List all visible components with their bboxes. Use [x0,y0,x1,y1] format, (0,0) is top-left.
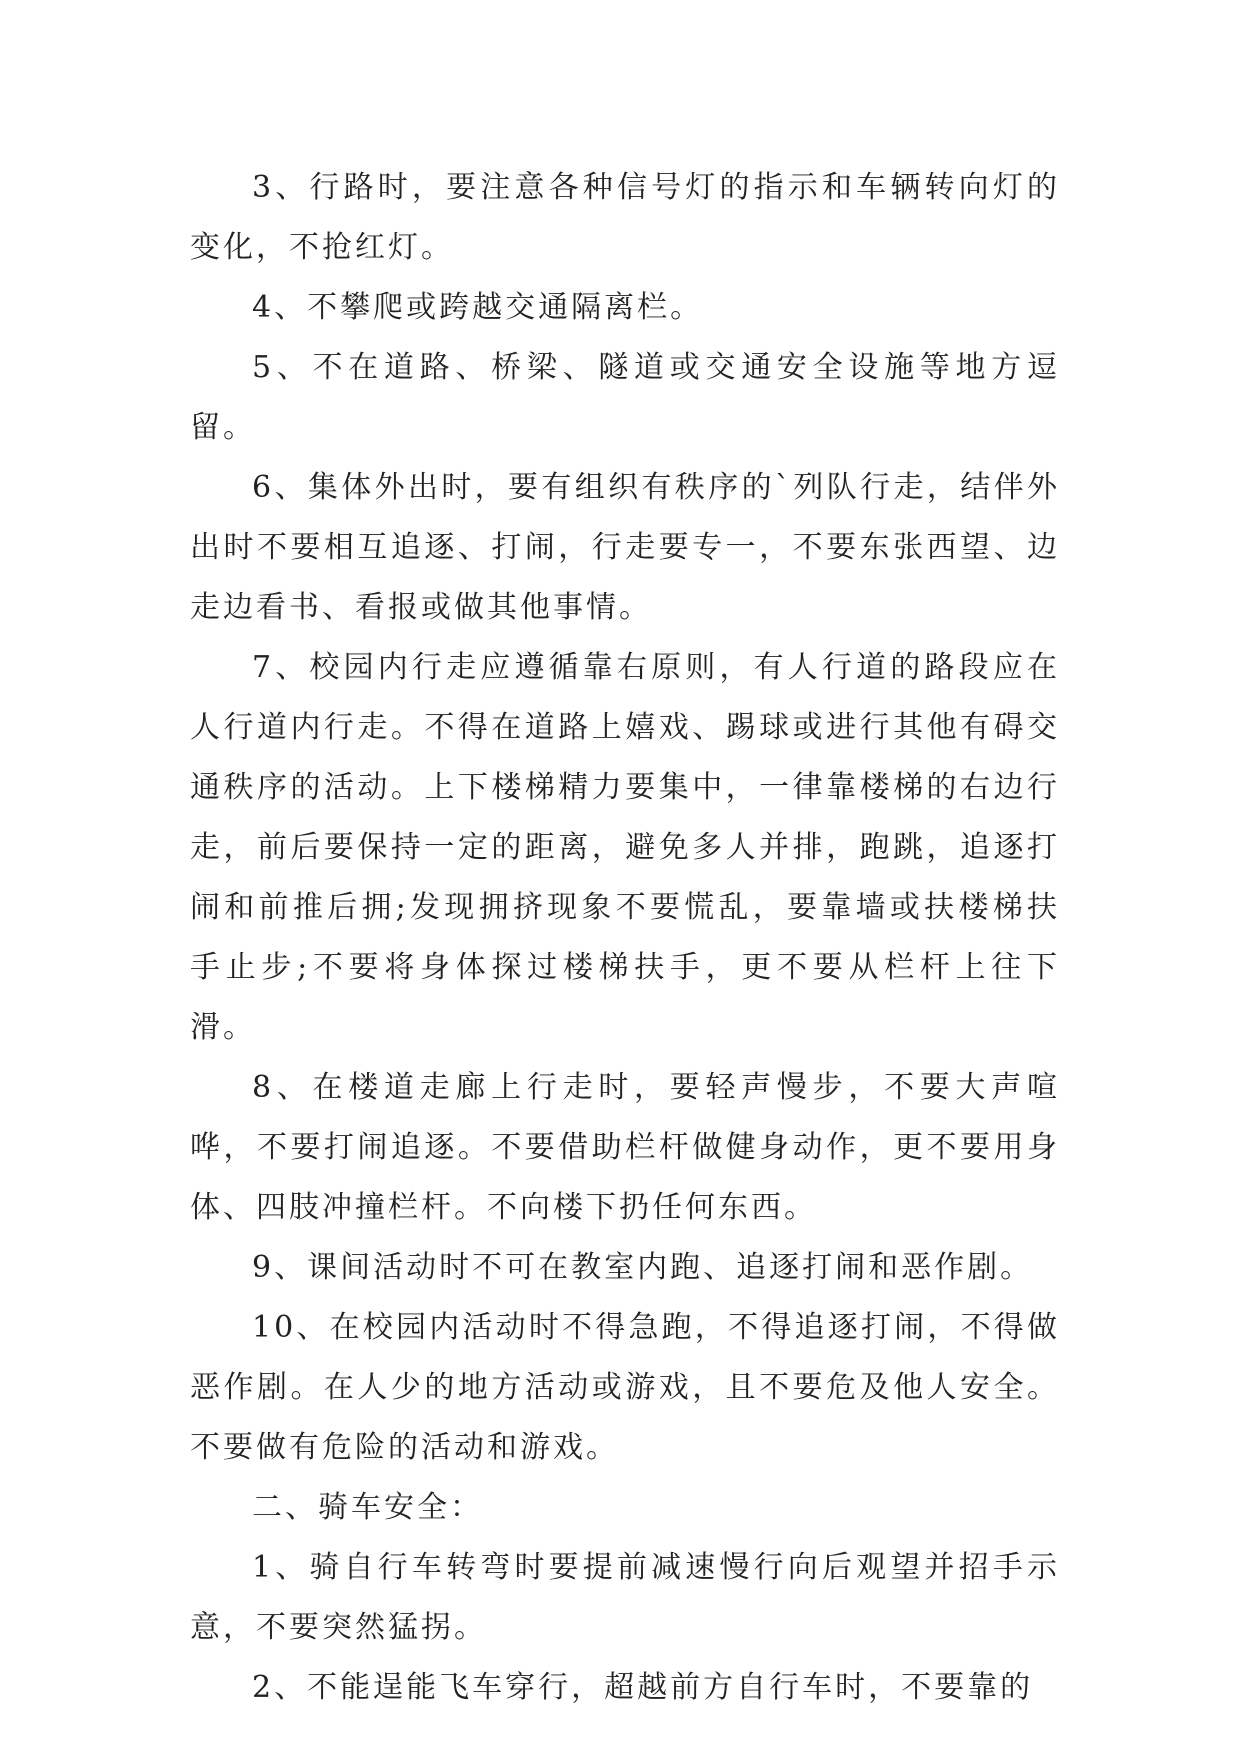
paragraph-rule-6: 6、集体外出时，要有组织有秩序的`列队行走，结伴外出时不要相互追逐、打闹，行走要专一，不要东张西望、边走边看书、看报或做其他事情。 [190,470,1060,625]
paragraph-cycling-rule-1: 1、骑自行车转弯时要提前减速慢行向后观望并招手示意，不要突然猛拐。 [190,1550,1060,1645]
paragraph-rule-3: 3、行路时，要注意各种信号灯的指示和车辆转向灯的变化，不抢红灯。 [190,170,1060,265]
paragraph-rule-7: 7、校园内行走应遵循靠右原则，有人行道的路段应在人行道内行走。不得在道路上嬉戏、踢球或进行其他有碍交通秩序的活动。上下楼梯精力要集中，一律靠楼梯的右边行走，前后要保持一定的距离，避免多人并排，跑跳，追逐打闹和前推后拥;发现拥挤现象不要慌乱，要靠墙或扶楼梯扶手止步;不要将身体探过楼梯扶手，更不要从栏杆上往下滑。 [190,650,1060,1045]
section-heading-cycling-safety: 二、骑车安全： [252,1490,483,1525]
paragraph-rule-4: 4、不攀爬或跨越交通隔离栏。 [252,290,704,325]
paragraph-rule-10: 10、在校园内活动时不得急跑，不得追逐打闹，不得做恶作剧。在人少的地方活动或游戏，且不要危及他人安全。不要做有危险的活动和游戏。 [190,1310,1060,1465]
paragraph-rule-9: 9、课间活动时不可在教室内跑、追逐打闹和恶作剧。 [252,1250,1034,1285]
paragraph-rule-8: 8、在楼道走廊上行走时，要轻声慢步，不要大声喧哗，不要打闹追逐。不要借助栏杆做健身动作，更不要用身体、四肢冲撞栏杆。不向楼下扔任何东西。 [190,1070,1060,1225]
document-body [190,158,1060,1718]
paragraph-cycling-rule-2: 2、不能逞能飞车穿行，超越前方自行车时，不要靠的 [252,1670,1034,1705]
paragraph-rule-5: 5、不在道路、桥梁、隧道或交通安全设施等地方逗留。 [190,350,1060,445]
